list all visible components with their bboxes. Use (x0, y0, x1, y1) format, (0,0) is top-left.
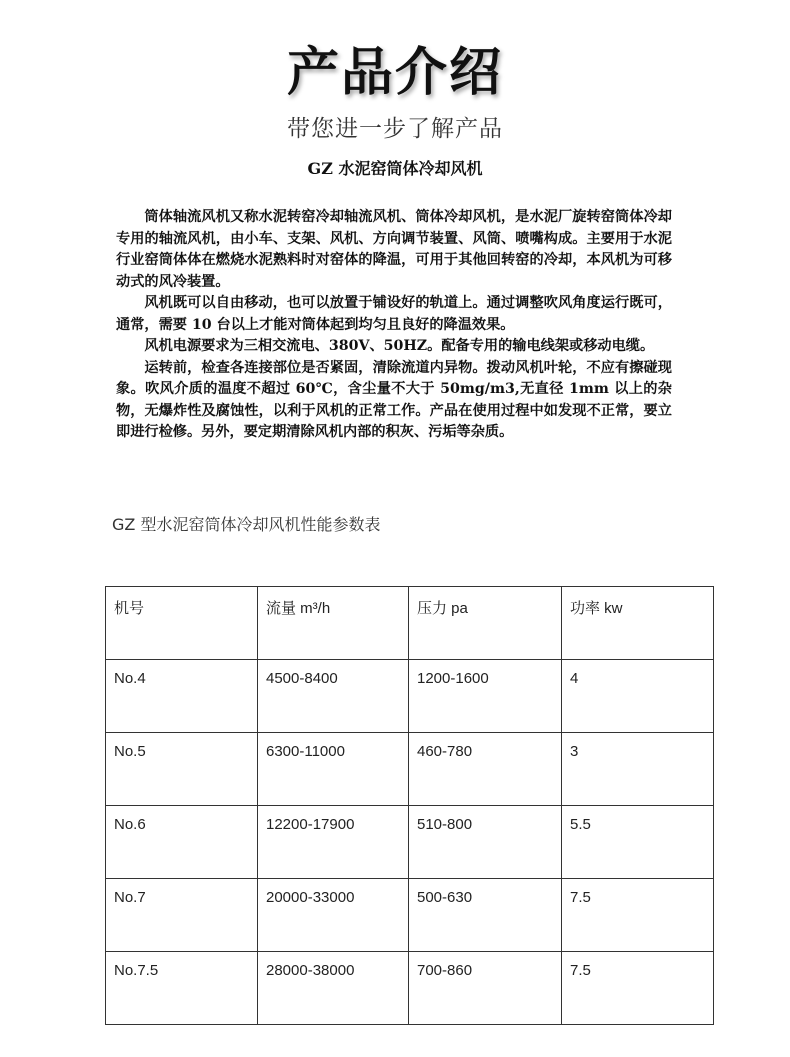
cell-pressure: 510-800 (409, 806, 562, 879)
page-title: 产品介绍 (286, 43, 503, 103)
header-flow: 流量 m³/h (258, 587, 409, 660)
description-paragraph: 风机既可以自由移动，也可以放置于铺设好的轨道上。通过调整吹风角度运行既可，通常，需要 10 台以上才能对筒体起到均匀且良好的降温效果。 (116, 295, 672, 333)
cell-pressure: 460-780 (409, 733, 562, 806)
cell-power: 7.5 (562, 952, 714, 1025)
table-row (106, 806, 714, 879)
table-header-row (106, 587, 714, 660)
cell-pressure: 500-630 (409, 879, 562, 952)
product-description (116, 207, 672, 444)
cell-power: 3 (562, 733, 714, 806)
header-pressure: 压力 pa (409, 587, 562, 660)
description-paragraph: 风机电源要求为三相交流电、380V、50HZ。配备专用的输电线架或移动电缆。 (144, 338, 655, 354)
cell-model: No.6 (106, 806, 258, 879)
cell-model: No.4 (106, 660, 258, 733)
cell-power: 7.5 (562, 879, 714, 952)
table-row (106, 660, 714, 733)
cell-power: 5.5 (562, 806, 714, 879)
cell-pressure: 1200-1600 (409, 660, 562, 733)
cell-flow: 12200-17900 (258, 806, 409, 879)
description-paragraph: 筒体轴流风机又称水泥转窑冷却轴流风机、筒体冷却风机，是水泥厂旋转窑筒体冷却专用的轴流风机，由小车、支架、风机、方向调节装置、风筒、喷嘴构成。主要用于水泥行业窑筒体体在燃烧水泥熟料时对窑体的降温，可用于其他回转窑的冷却，本风机为可移动式的风冷装置。 (116, 209, 672, 290)
description-paragraph: 运转前，检查各连接部位是否紧固，清除流道内异物。拨动风机叶轮，不应有擦碰现象。吹风介质的温度不超过 60℃，含尘量不大于 50mg/m3,无直径 1mm 以上的杂物，无爆炸性及腐蚀性，以利于风机的正常工作。产品在使用过程中如发现不正常，要立即进行检修。另外，要定期清除风机内部的积灰、污垢等杂质。 (116, 359, 672, 440)
table-title: GZ 型水泥窑筒体冷却风机性能参数表 (112, 515, 381, 534)
cell-flow: 28000-38000 (258, 952, 409, 1025)
cell-flow: 4500-8400 (258, 660, 409, 733)
cell-model: No.7 (106, 879, 258, 952)
table-row (106, 733, 714, 806)
cell-model: No.7.5 (106, 952, 258, 1025)
cell-power: 4 (562, 660, 714, 733)
table-row (106, 952, 714, 1025)
product-name: GZ 水泥窑筒体冷却风机 (307, 159, 483, 178)
cell-flow: 20000-33000 (258, 879, 409, 952)
cell-flow: 6300-11000 (258, 733, 409, 806)
page-subtitle: 带您进一步了解产品 (287, 116, 503, 142)
performance-table (105, 586, 714, 1025)
cell-pressure: 700-860 (409, 952, 562, 1025)
table-row (106, 879, 714, 952)
header-power: 功率 kw (562, 587, 714, 660)
header-model: 机号 (106, 587, 258, 660)
cell-model: No.5 (106, 733, 258, 806)
